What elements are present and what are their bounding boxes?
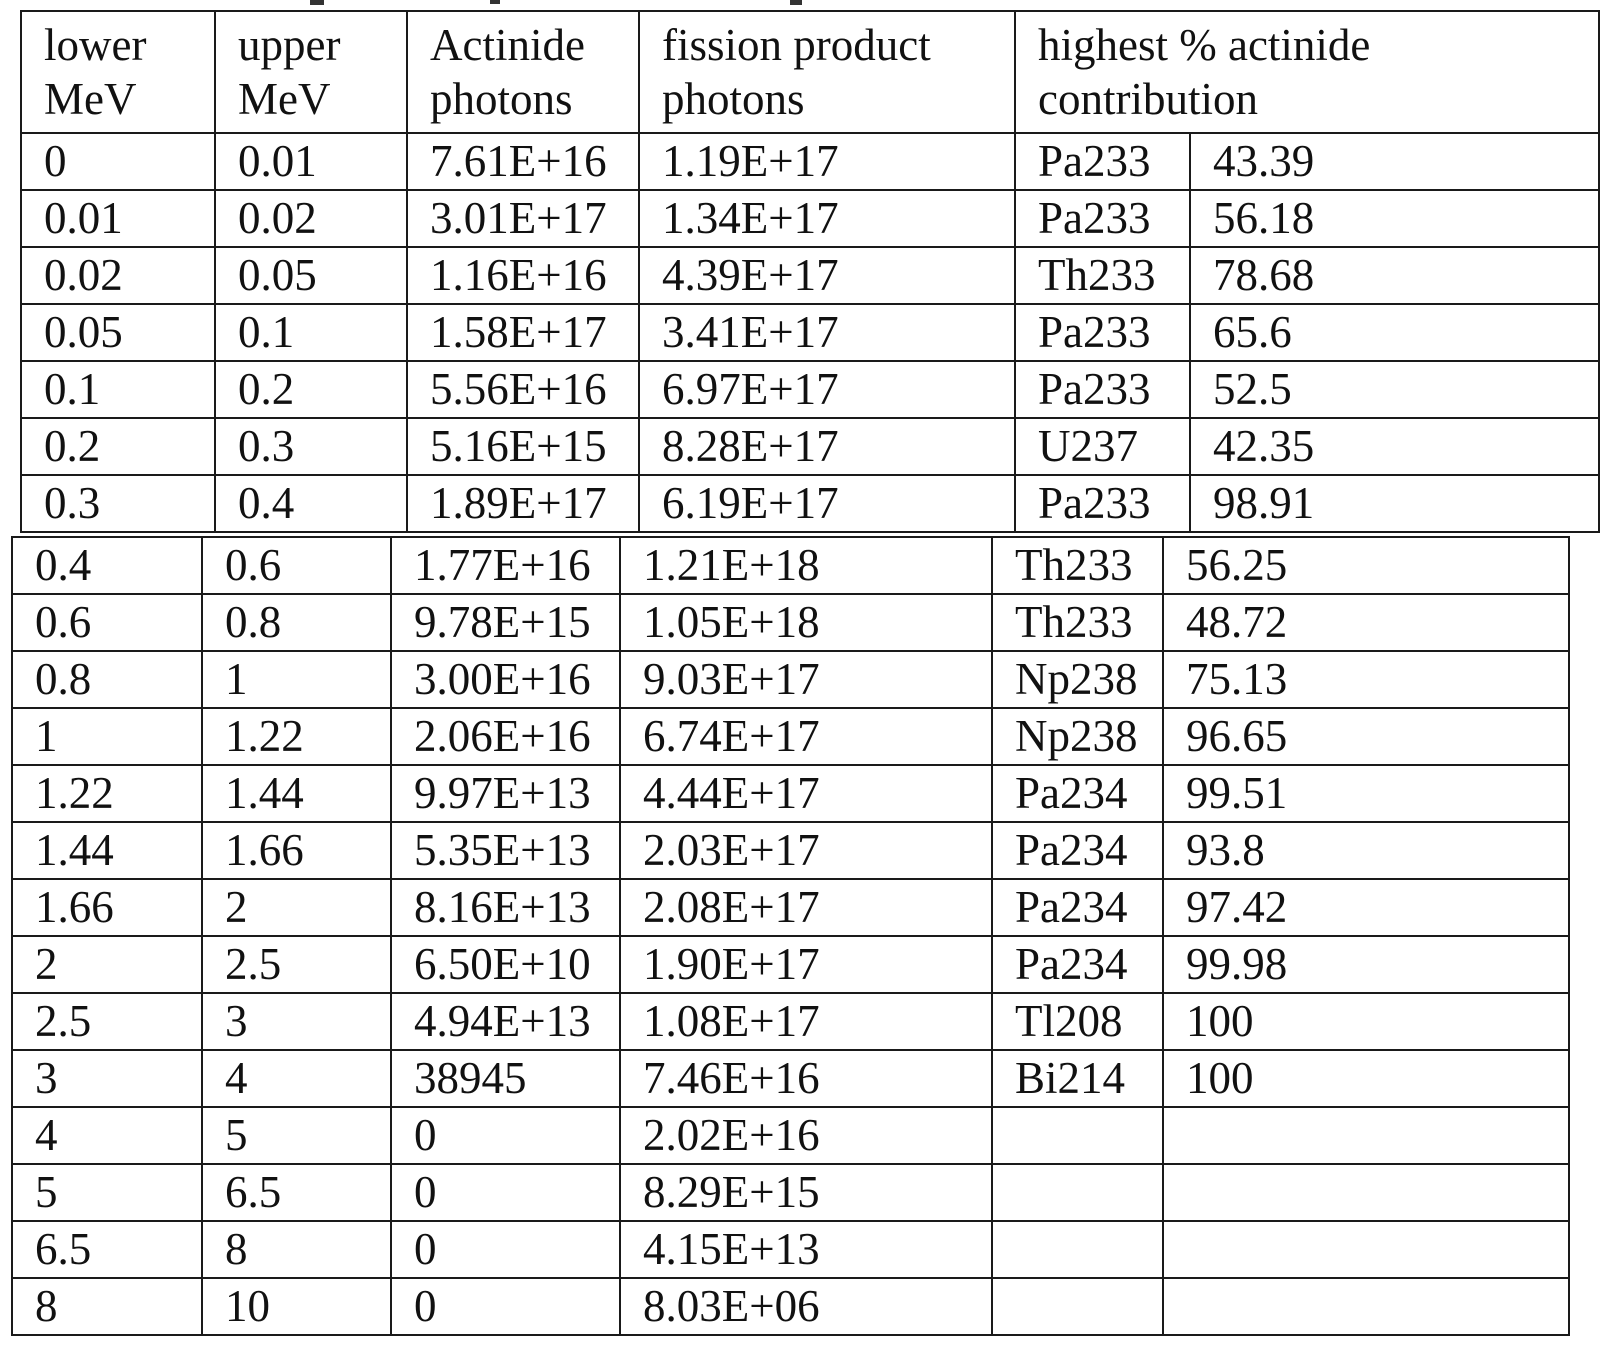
cell-upper-mev: 1: [202, 651, 391, 708]
cell-actinide-photons: 5.35E+13: [391, 822, 620, 879]
cell-upper-mev: 0.3: [215, 418, 407, 475]
cell-actinide-percent: 98.91: [1190, 475, 1599, 532]
cell-actinide-percent: 99.98: [1163, 936, 1569, 993]
cell-lower-mev: 1.66: [12, 879, 202, 936]
cell-dominant-nuclide: Pa234: [992, 765, 1163, 822]
cell-upper-mev: 0.2: [215, 361, 407, 418]
cell-actinide-photons: 6.50E+10: [391, 936, 620, 993]
cell-actinide-photons: 1.89E+17: [407, 475, 639, 532]
gamma-spectrum-table-top: [20, 10, 1600, 533]
cell-lower-mev: 0.3: [21, 475, 215, 532]
table-row: [12, 651, 1569, 708]
cell-dominant-nuclide: Np238: [992, 651, 1163, 708]
table-row: [12, 879, 1569, 936]
cell-actinide-photons: 2.06E+16: [391, 708, 620, 765]
cell-actinide-photons: 7.61E+16: [407, 133, 639, 190]
cell-upper-mev: 0.02: [215, 190, 407, 247]
cell-dominant-nuclide: [992, 1164, 1163, 1221]
cell-dominant-nuclide: Pa234: [992, 879, 1163, 936]
header-lower-mev: lower MeV: [21, 11, 215, 133]
cell-lower-mev: 6.5: [12, 1221, 202, 1278]
cell-actinide-photons: 0: [391, 1221, 620, 1278]
cell-upper-mev: 0.8: [202, 594, 391, 651]
cell-actinide-photons: 4.94E+13: [391, 993, 620, 1050]
cell-lower-mev: 0.01: [21, 190, 215, 247]
cell-dominant-nuclide: Np238: [992, 708, 1163, 765]
cell-fission-product-photons: 6.97E+17: [639, 361, 1015, 418]
cell-lower-mev: 0.8: [12, 651, 202, 708]
cell-actinide-percent: 42.35: [1190, 418, 1599, 475]
table-row: [21, 247, 1599, 304]
cell-actinide-percent: 56.25: [1163, 537, 1569, 594]
cell-dominant-nuclide: Pa233: [1015, 304, 1190, 361]
cell-fission-product-photons: 1.19E+17: [639, 133, 1015, 190]
cell-lower-mev: 0.1: [21, 361, 215, 418]
cell-actinide-photons: 1.77E+16: [391, 537, 620, 594]
cell-upper-mev: 2.5: [202, 936, 391, 993]
cell-fission-product-photons: 1.90E+17: [620, 936, 992, 993]
cell-actinide-percent: 93.8: [1163, 822, 1569, 879]
cell-upper-mev: 0.05: [215, 247, 407, 304]
cell-upper-mev: 0.4: [215, 475, 407, 532]
cell-upper-mev: 1.44: [202, 765, 391, 822]
cell-actinide-photons: 0: [391, 1278, 620, 1335]
cell-actinide-photons: 1.58E+17: [407, 304, 639, 361]
table-row: [21, 190, 1599, 247]
table-row: [12, 765, 1569, 822]
cell-actinide-percent: 99.51: [1163, 765, 1569, 822]
cell-lower-mev: 0.2: [21, 418, 215, 475]
cell-actinide-percent: 96.65: [1163, 708, 1569, 765]
header-row: [21, 11, 1599, 133]
cell-upper-mev: 8: [202, 1221, 391, 1278]
cell-dominant-nuclide: Pa233: [1015, 475, 1190, 532]
cell-lower-mev: 3: [12, 1050, 202, 1107]
cell-actinide-photons: 3.01E+17: [407, 190, 639, 247]
cell-lower-mev: 1.44: [12, 822, 202, 879]
cell-upper-mev: 4: [202, 1050, 391, 1107]
cell-fission-product-photons: 3.41E+17: [639, 304, 1015, 361]
cell-fission-product-photons: 6.19E+17: [639, 475, 1015, 532]
cell-actinide-percent: 52.5: [1190, 361, 1599, 418]
cell-upper-mev: 3: [202, 993, 391, 1050]
table-row: [12, 1278, 1569, 1335]
header-actinide-photons: Actinide photons: [407, 11, 639, 133]
cell-dominant-nuclide: Pa233: [1015, 133, 1190, 190]
table-row: [21, 361, 1599, 418]
table-row: [12, 936, 1569, 993]
cell-actinide-photons: 3.00E+16: [391, 651, 620, 708]
cell-lower-mev: 1.22: [12, 765, 202, 822]
table-row: [12, 1164, 1569, 1221]
cell-dominant-nuclide: Th233: [992, 594, 1163, 651]
table-row: [12, 708, 1569, 765]
header-upper-mev: upper MeV: [215, 11, 407, 133]
cell-lower-mev: 2: [12, 936, 202, 993]
cell-actinide-photons: 9.78E+15: [391, 594, 620, 651]
cell-fission-product-photons: 2.02E+16: [620, 1107, 992, 1164]
cell-dominant-nuclide: Bi214: [992, 1050, 1163, 1107]
cropped-caption-remnant: [300, 0, 860, 8]
cell-lower-mev: 5: [12, 1164, 202, 1221]
cell-dominant-nuclide: Tl208: [992, 993, 1163, 1050]
cell-actinide-percent: 43.39: [1190, 133, 1599, 190]
table-row: [12, 1107, 1569, 1164]
cell-actinide-photons: 5.56E+16: [407, 361, 639, 418]
cell-actinide-percent: 97.42: [1163, 879, 1569, 936]
cell-dominant-nuclide: Pa233: [1015, 190, 1190, 247]
cell-dominant-nuclide: [992, 1221, 1163, 1278]
cell-fission-product-photons: 1.05E+18: [620, 594, 992, 651]
header-highest-actinide-contribution: highest % actinide contribution: [1015, 11, 1599, 133]
cell-actinide-photons: 9.97E+13: [391, 765, 620, 822]
cell-lower-mev: 0.05: [21, 304, 215, 361]
cell-dominant-nuclide: Pa233: [1015, 361, 1190, 418]
cell-actinide-photons: 38945: [391, 1050, 620, 1107]
cell-upper-mev: 10: [202, 1278, 391, 1335]
cell-upper-mev: 0.6: [202, 537, 391, 594]
cell-actinide-percent: 100: [1163, 993, 1569, 1050]
cell-actinide-photons: 5.16E+15: [407, 418, 639, 475]
cell-actinide-percent: 56.18: [1190, 190, 1599, 247]
table-row: [21, 418, 1599, 475]
cell-actinide-photons: 8.16E+13: [391, 879, 620, 936]
cell-upper-mev: 2: [202, 879, 391, 936]
table-row: [12, 993, 1569, 1050]
cell-lower-mev: 1: [12, 708, 202, 765]
cell-lower-mev: 0.4: [12, 537, 202, 594]
cell-dominant-nuclide: [992, 1107, 1163, 1164]
cell-actinide-photons: 0: [391, 1164, 620, 1221]
cell-actinide-percent: 78.68: [1190, 247, 1599, 304]
cell-actinide-percent: 75.13: [1163, 651, 1569, 708]
cell-upper-mev: 1.22: [202, 708, 391, 765]
table-row: [21, 475, 1599, 532]
cell-fission-product-photons: 8.03E+06: [620, 1278, 992, 1335]
table-row: [12, 537, 1569, 594]
cell-upper-mev: 5: [202, 1107, 391, 1164]
cell-lower-mev: 4: [12, 1107, 202, 1164]
cell-upper-mev: 1.66: [202, 822, 391, 879]
cell-lower-mev: 0: [21, 133, 215, 190]
cell-dominant-nuclide: Th233: [992, 537, 1163, 594]
cell-actinide-photons: 0: [391, 1107, 620, 1164]
cell-dominant-nuclide: Th233: [1015, 247, 1190, 304]
cell-fission-product-photons: 6.74E+17: [620, 708, 992, 765]
cell-lower-mev: 8: [12, 1278, 202, 1335]
cell-actinide-photons: 1.16E+16: [407, 247, 639, 304]
cell-fission-product-photons: 9.03E+17: [620, 651, 992, 708]
cell-lower-mev: 0.6: [12, 594, 202, 651]
cell-actinide-percent: 100: [1163, 1050, 1569, 1107]
cell-actinide-percent: [1163, 1164, 1569, 1221]
cell-dominant-nuclide: U237: [1015, 418, 1190, 475]
table-row: [12, 1221, 1569, 1278]
cell-fission-product-photons: 8.28E+17: [639, 418, 1015, 475]
cell-upper-mev: 0.1: [215, 304, 407, 361]
cell-actinide-percent: [1163, 1107, 1569, 1164]
cell-fission-product-photons: 8.29E+15: [620, 1164, 992, 1221]
cell-fission-product-photons: 4.39E+17: [639, 247, 1015, 304]
table-row: [12, 822, 1569, 879]
cell-fission-product-photons: 1.34E+17: [639, 190, 1015, 247]
header-fission-product-photons: fission product photons: [639, 11, 1015, 133]
gamma-spectrum-table-bottom: [11, 536, 1570, 1336]
cell-lower-mev: 0.02: [21, 247, 215, 304]
cell-actinide-percent: 48.72: [1163, 594, 1569, 651]
cell-upper-mev: 6.5: [202, 1164, 391, 1221]
cell-fission-product-photons: 1.08E+17: [620, 993, 992, 1050]
cell-upper-mev: 0.01: [215, 133, 407, 190]
cell-dominant-nuclide: Pa234: [992, 936, 1163, 993]
cell-fission-product-photons: 4.44E+17: [620, 765, 992, 822]
cell-dominant-nuclide: Pa234: [992, 822, 1163, 879]
cell-fission-product-photons: 1.21E+18: [620, 537, 992, 594]
table-row: [12, 1050, 1569, 1107]
cell-actinide-percent: [1163, 1278, 1569, 1335]
table-row: [12, 594, 1569, 651]
cell-lower-mev: 2.5: [12, 993, 202, 1050]
cell-actinide-percent: [1163, 1221, 1569, 1278]
table-row: [21, 304, 1599, 361]
cell-fission-product-photons: 2.08E+17: [620, 879, 992, 936]
cell-fission-product-photons: 7.46E+16: [620, 1050, 992, 1107]
cell-fission-product-photons: 2.03E+17: [620, 822, 992, 879]
table-row: [21, 133, 1599, 190]
cell-dominant-nuclide: [992, 1278, 1163, 1335]
cell-fission-product-photons: 4.15E+13: [620, 1221, 992, 1278]
cell-actinide-percent: 65.6: [1190, 304, 1599, 361]
